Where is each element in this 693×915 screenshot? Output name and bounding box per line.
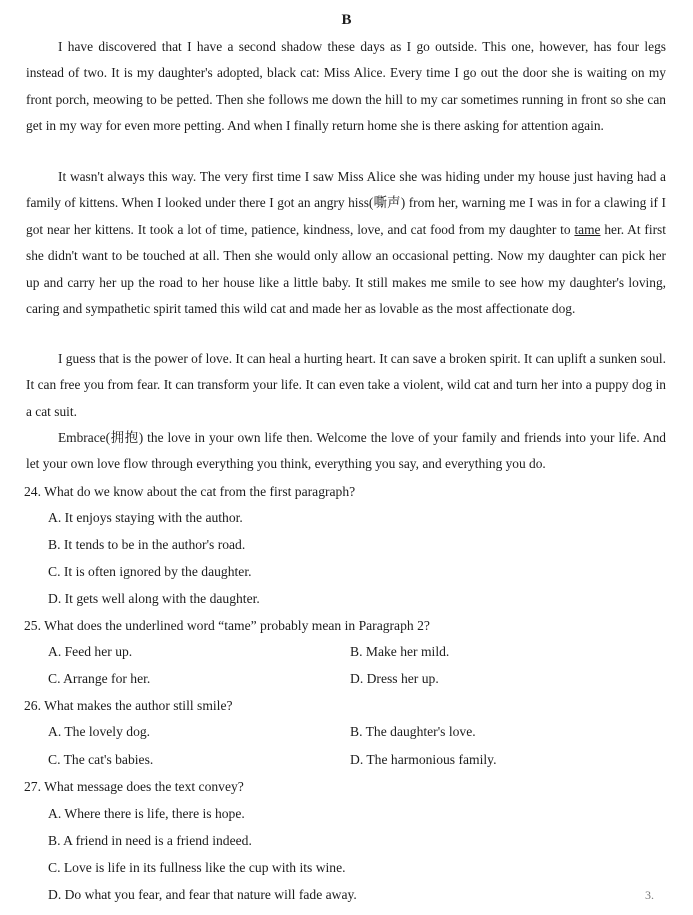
question-26-option-a[interactable]: A. The lovely dog. [48,724,151,739]
underlined-word-tame: tame [574,221,601,237]
question-27-option-d[interactable]: D. Do what you fear, and fear that nature will fade away. [48,887,357,902]
passage-paragraph-1: I have discovered that I have a second shadow these days as I go outside. This one, however, has four legs instead of two. It is my daughter's adopted, black cat: Miss Alice. Every time I go out the door she is waiting on my front porch, meowing to be petted. Then she follows me down the hill to my car sometimes running in front so she can get in my way for even more petting. And when I finally return home she is there asking for attention again. [26,39,666,134]
question-26-option-b[interactable]: B. The daughter's love. [350,724,476,739]
passage-paragraph-2 [26,164,666,322]
paragraph-2-text-before: It wasn't always this way. The very first time I saw Miss Alice she was hiding under my house just having had a family of kittens. When I looked under there I got an angry hiss(嘶声) from her, warning me I was in for a clawing if I got near her kittens. It took a lot of time, patience, kindness, love, and cat food from my daughter to [26,169,666,237]
question-27-option-c[interactable]: C. Love is life in its fullness like the cup with its wine. [48,860,346,875]
question-24-option-d[interactable]: D. It gets well along with the daughter. [48,591,260,606]
section-title: B [341,12,352,28]
question-25-option-a[interactable]: A. Feed her up. [48,644,133,659]
question-26-option-c[interactable]: C. The cat's babies. [48,752,154,767]
question-24-option-c[interactable]: C. It is often ignored by the daughter. [48,564,252,579]
question-25-option-b[interactable]: B. Make her mild. [350,644,450,659]
question-25-stem: 25. What does the underlined word “tame” probably mean in Paragraph 2? [24,618,430,633]
passage-paragraph-4: Embrace(拥抱) the love in your own life then. Welcome the love of your family and friends into your life. And let your own love flow through everything you think, everything you say, and everything you do. [26,430,666,472]
question-24-stem: 24. What do we know about the cat from the first paragraph? [24,484,356,499]
question-24-option-a[interactable]: A. It enjoys staying with the author. [48,510,243,525]
page-number: 3. [645,888,654,902]
paragraph-2-text-after: her. At first she didn't want to be touched at all. Then she would only allow an occasional petting. Now my daughter can pick her up and carry her up the road to her house like a little baby. It still makes me smile to see how my daughter's loving, caring and sympathetic spirit tamed this wild cat and made her as lovable as the most affectionate dog. [26,221,666,317]
question-27-stem: 27. What message does the text convey? [24,779,244,794]
question-25-option-d[interactable]: D. Dress her up. [350,671,439,686]
question-26-option-d[interactable]: D. The harmonious family. [350,752,497,767]
question-25-option-c[interactable]: C. Arrange for her. [48,671,151,686]
question-24-option-b[interactable]: B. It tends to be in the author's road. [48,537,246,552]
question-27-option-a[interactable]: A. Where there is life, there is hope. [48,806,245,821]
question-27-option-b[interactable]: B. A friend in need is a friend indeed. [48,833,252,848]
question-26-stem: 26. What makes the author still smile? [24,698,233,713]
passage-paragraph-3: I guess that is the power of love. It can heal a hurting heart. It can save a broken spirit. It can uplift a sunken soul. It can free you from fear. It can transform your life. It can even take a violent, wild cat and turn her into a puppy dog in a cat suit. [26,351,666,419]
